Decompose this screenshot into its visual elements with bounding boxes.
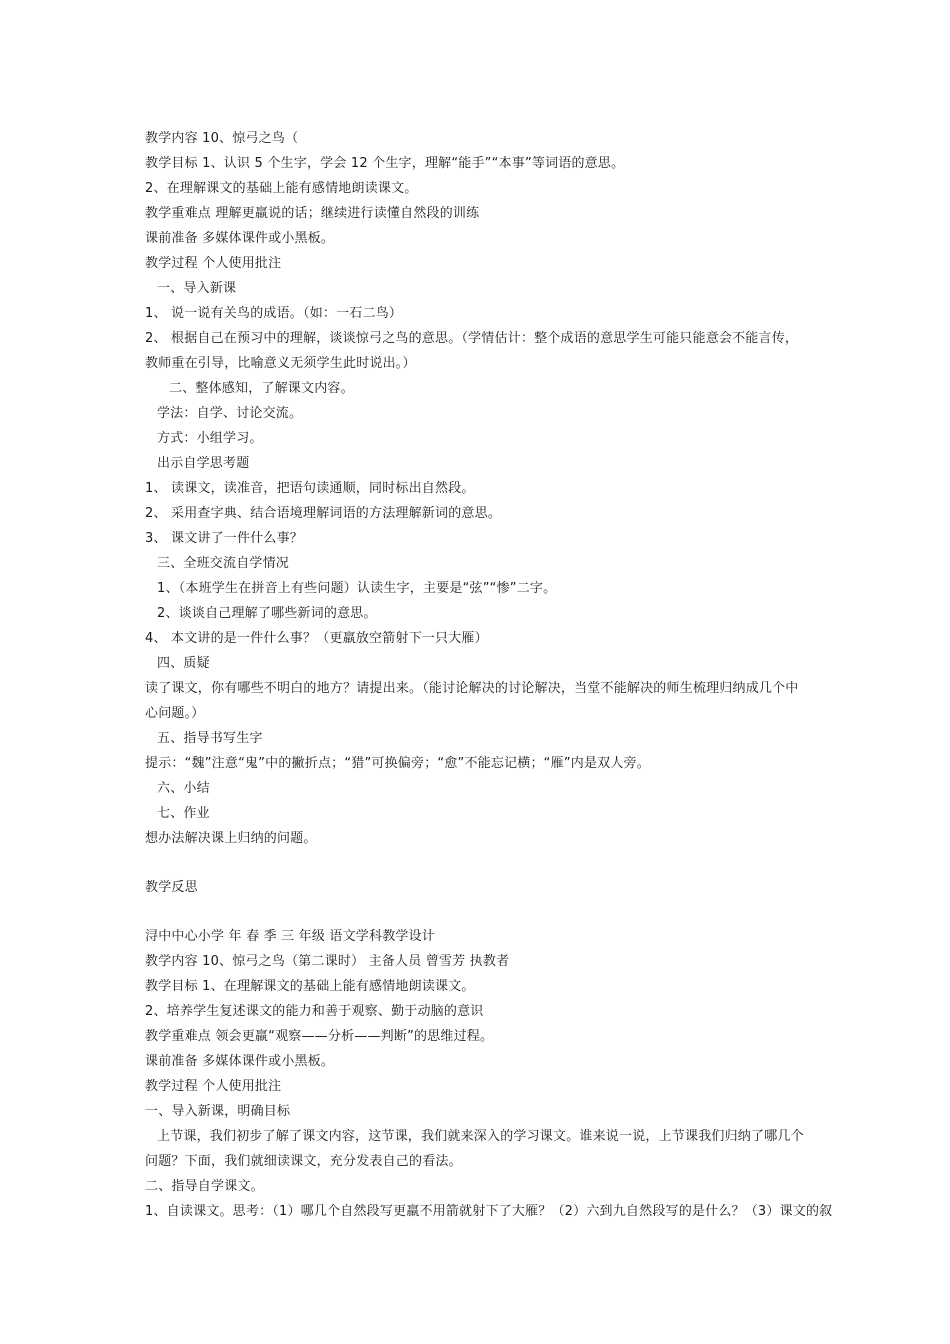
section-heading: 一、导入新课 <box>157 281 237 296</box>
section-heading: 六、小结 <box>157 781 210 796</box>
doc-line: 1、 读课文，读准音，把语句读通顺，同时标出自然段。 <box>145 481 475 496</box>
design-title: 浔中中心小学 年 春 季 三 年级 语文学科教学设计 <box>145 929 435 944</box>
section-heading: 二、指导自学课文。 <box>145 1179 264 1194</box>
doc-line: 2、 采用查字典、结合语境理解词语的方法理解新词的意思。 <box>145 506 502 521</box>
doc-line: 教学内容 10、惊弓之鸟（ <box>145 131 299 146</box>
section-heading: 三、全班交流自学情况 <box>157 556 290 571</box>
doc-line: 教学内容 10、惊弓之鸟（第二课时） 主备人员 曾雪芳 执教者 <box>145 954 510 969</box>
doc-line: 教学过程 个人使用批注 <box>145 1079 282 1094</box>
doc-line: 教师重在引导，比喻意义无须学生此时说出。） <box>145 356 416 371</box>
document-body <box>145 126 833 1224</box>
doc-line: 读了课文，你有哪些不明白的地方？请提出来。（能讨论解决的讨论解决，当堂不能解决的师生梳理归纳成几个中 <box>145 681 799 696</box>
doc-line: 2、 根据自己在预习中的理解，谈谈惊弓之鸟的意思。（学情估计：整个成语的意思学生可能只能意会不能言传， <box>145 331 799 346</box>
doc-line: 2、谈谈自己理解了哪些新词的意思。 <box>157 606 377 621</box>
doc-line: 教学过程 个人使用批注 <box>145 256 282 271</box>
doc-line: 1、自读课文。思考：（1）哪几个自然段写更羸不用箭就射下了大雁？（2）六到九自然段写的是什么？（3）课文的叙 <box>145 1204 833 1219</box>
doc-line: 2、培养学生复述课文的能力和善于观察、勤于动脑的意识 <box>145 1004 484 1019</box>
doc-line: 1、 说一说有关鸟的成语。（如：一石二鸟） <box>145 306 403 321</box>
doc-line: 课前准备 多媒体课件或小黑板。 <box>145 1054 335 1069</box>
doc-line: 课前准备 多媒体课件或小黑板。 <box>145 231 335 246</box>
doc-line: 教学重难点 领会更羸“观察——分析——判断”的思维过程。 <box>145 1029 494 1044</box>
doc-line: 上节课，我们初步了解了课文内容，这节课，我们就来深入的学习课文。谁来说一说，上节课我们归纳了哪几个 <box>157 1129 804 1144</box>
section-heading: 七、作业 <box>157 806 210 821</box>
doc-line: 方式：小组学习。 <box>157 431 263 446</box>
section-heading: 一、导入新课，明确目标 <box>145 1104 291 1119</box>
spacer <box>145 851 815 875</box>
spacer <box>145 900 815 924</box>
doc-line: 1、（本班学生在拼音上有些问题）认读生字，主要是“弦”“惨”二字。 <box>157 581 557 596</box>
doc-line: 提示：“魏”注意“鬼”中的撇折点；“猎”可换偏旁；“愈”不能忘记横；“雁”内是双人旁。 <box>145 756 650 771</box>
doc-line: 想办法解决课上归纳的问题。 <box>145 831 317 846</box>
doc-line: 3、 课文讲了一件什么事？ <box>145 531 304 546</box>
reflection-heading: 教学反思 <box>145 880 198 895</box>
doc-line: 4、 本文讲的是一件什么事？（更羸放空箭射下一只大雁） <box>145 631 488 646</box>
doc-line: 教学目标 1、在理解课文的基础上能有感情地朗读课文。 <box>145 979 475 994</box>
section-heading: 二、整体感知，了解课文内容。 <box>169 381 354 396</box>
doc-line: 学法：自学、讨论交流。 <box>157 406 303 421</box>
doc-line: 教学目标 1、认识 5 个生字，学会 12 个生字，理解“能手”“本事”等词语的意思。 <box>145 156 625 171</box>
section-heading: 五、指导书写生字 <box>157 731 263 746</box>
doc-line: 教学重难点 理解更羸说的话；继续进行读懂自然段的训练 <box>145 206 480 221</box>
doc-line: 2、在理解课文的基础上能有感情地朗读课文。 <box>145 181 418 196</box>
doc-line: 心问题。） <box>145 706 205 721</box>
section-heading: 四、质疑 <box>157 656 210 671</box>
doc-line: 出示自学思考题 <box>157 456 250 471</box>
doc-line: 问题？下面，我们就细读课文，充分发表自己的看法。 <box>145 1154 462 1169</box>
